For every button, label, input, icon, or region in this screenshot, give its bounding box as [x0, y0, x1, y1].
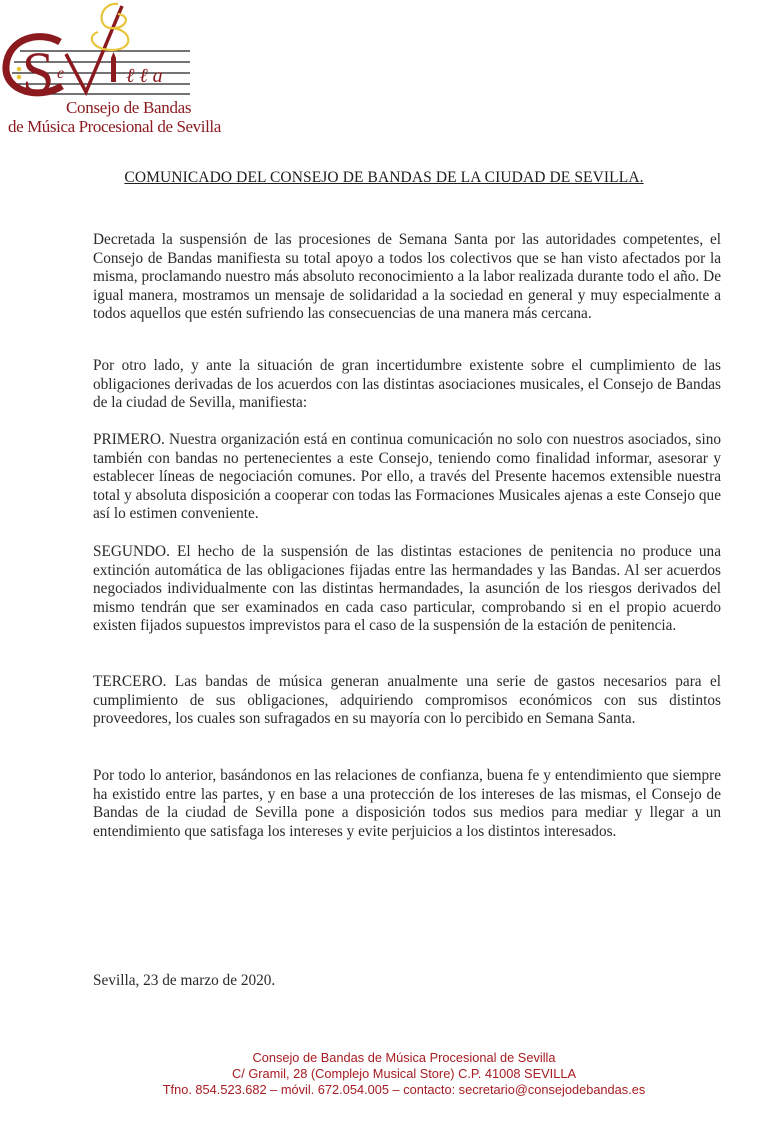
- document-title: COMUNICADO DEL CONSEJO DE BANDAS DE LA CIUDAD DE SEVILLA.: [124, 169, 644, 186]
- logo-e-letter: e: [57, 65, 65, 82]
- paragraph-tercero: TERCERO. Las bandas de música generan anualmente una serie de gastos necesarios para el cumplimiento de sus obligaciones, adquiriendo compromisos económicos con sus distintos proveedores, los cuales son sufragados en su mayoría con lo percibido en Semana Santa.: [93, 673, 721, 727]
- paragraph-primero: PRIMERO. Nuestra organización está en continua comunicación no solo con nuestros asociados, sino también con bandas no pertenecientes a este Consejo, teniendo como finalidad informar, asesorar y establecer líneas de negociación comunes. Por ello, a través del Presente hacemos extensible nuestra total y absoluta disposición a cooperar con todas las Formaciones Musicales ajenas a este Consejo que así lo estimen conveniente.: [93, 431, 721, 522]
- logo-s-letter: S: [22, 40, 55, 100]
- paragraph-intro: Decretada la suspensión de las procesiones de Semana Santa por las autoridades competentes, el Consejo de Bandas manifiesta su total apoyo a todos los colectivos que se han visto afectados por la misma, proclamando nuestro más absoluto reconocimiento a la labor realizada durante todo el año. De igual manera, mostramos un mensaje de solidaridad a la sociedad en general y muy especialmente a todos aquellos que estén sufriendo las consecuencias de una manera más cercana.: [93, 231, 721, 322]
- logo-lla-letters: ℓ ℓ a: [126, 65, 163, 87]
- logo-text-line1: Consejo de Bandas: [66, 98, 192, 117]
- logo-b-swirl: [92, 4, 128, 50]
- paragraph-segundo: SEGUNDO. El hecho de la suspensión de las distintas estaciones de penitencia no produce una extinción automática de las obligaciones fijadas entre las hermandades y las Bandas. Al ser acuerdos negociados individualmente con las distintas hermandades, la asunción de los riesgos derivados del mismo tendrán que ser examinados en cada caso particular, comprobando si en el propio acuerdo existen fijados supuestos imprevistos para el caso de la suspensión de la estación de penitencia.: [93, 543, 721, 634]
- footer-contact: [0, 1050, 768, 1098]
- footer-phone-email: Tfno. 854.523.682 – móvil. 672.054.005 – contacto: secretario@consejodebandas.es: [162, 1082, 646, 1097]
- document-date: Sevilla, 23 de marzo de 2020.: [93, 972, 276, 989]
- logo-emblem: [0, 0, 200, 100]
- organization-logo: [0, 0, 221, 145]
- paragraph-conclusion: Por todo lo anterior, basándonos en las relaciones de confianza, buena fe y entendimiento que siempre ha existido entre las partes, y en base a una protección de los intereses de las mismas, el Consejo de Bandas de la ciudad de Sevilla pone a disposición todos sus medios para mediar y llegar a un entendimiento que satisfaga los intereses y evite perjuicios a los distintos interesados.: [93, 767, 721, 840]
- footer-organization: Consejo de Bandas de Música Procesional de Sevilla: [252, 1050, 556, 1065]
- footer-address: C/ Gramil, 28 (Complejo Musical Store) C.P. 41008 SEVILLA: [231, 1066, 576, 1081]
- logo-text-line2: de Música Procesional de Sevilla: [8, 117, 221, 136]
- paragraph-context: Por otro lado, y ante la situación de gran incertidumbre existente sobre el cumplimiento de las obligaciones derivadas de los acuerdos con las distintas asociaciones musicales, el Consejo de Bandas de la ciudad de Sevilla, manifiesta:: [93, 357, 721, 411]
